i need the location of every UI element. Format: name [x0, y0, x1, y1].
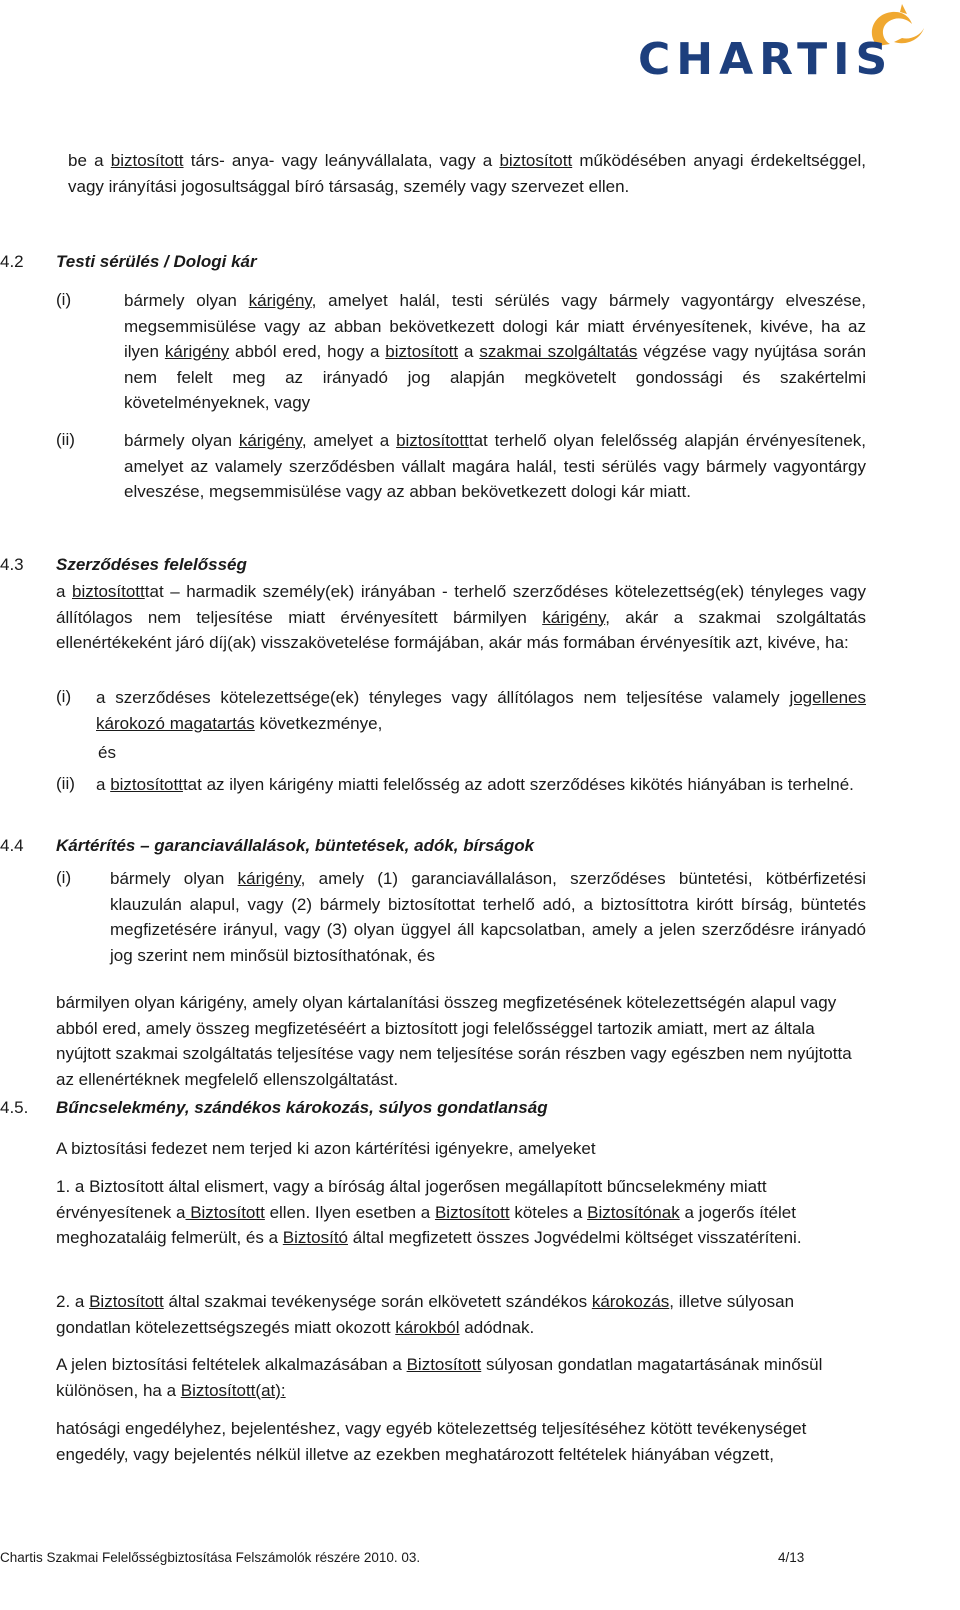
section-number: 4.4: [0, 836, 24, 855]
term-link[interactable]: Biztosítónak: [587, 1202, 680, 1222]
term-link[interactable]: kárigény: [542, 607, 606, 627]
section-4-3-body: a biztosítotttat – harmadik személy(ek) irányában - terhelő szerződéses kötelezettség(ek) tényleges vagy állítólagos nem teljesítése miatt érvényesített bármilyen kárigény, akár a szakmai szolgáltatás ellenértékeként járó díj(ak) visszakövetelése formájában, akár más formában érvényesítik azt, kivéve, ha:: [56, 582, 866, 652]
section-4-3-item-i: a szerződéses kötelezettsége(ek) tényleges vagy állítólagos nem teljesítése valamely jogellenes károkozó magatartás következménye,: [96, 688, 866, 733]
term-link[interactable]: biztosított: [385, 342, 459, 361]
term-link[interactable]: kárigény: [164, 342, 230, 361]
section-4-3-item-ii: a biztosítotttat az ilyen kárigény miatti felelősség az adott szerződéses kikötés hiányában is terhelné.: [96, 775, 854, 794]
item-label: (i): [56, 290, 72, 309]
section-title: Testi sérülés / Dologi kár: [56, 252, 257, 271]
section-4-4-item-i: bármely olyan kárigény, amely (1) garanciavállaláson, szerződéses büntetési, kötbérfizetési klauzulán alapul, vagy (2) bármely biztosítottat terhelő adó, a biztosíttotra kirótt bírság, büntetés megfizetésére irányul, vagy (3) olyan üggyel áll kapcsolatban, amely a jelen szerződésre irányadó jog szerint nem minősül biztosíthatónak, és: [110, 869, 866, 965]
term-link[interactable]: károkozás: [591, 1292, 670, 1311]
intro-paragraph: be a biztosított társ- anya- vagy leányvállalata, vagy a biztosított működésében anyagi érdekeltséggel, vagy irányítási jogosultsággal bíró társaság, személy vagy szervezet ellen.: [68, 151, 866, 196]
item-label: (ii): [56, 774, 75, 793]
section-4-2-item-i: bármely olyan kárigény, amelyet halál, testi sérülés vagy bármely vagyontárgy elveszése, megsemmisülése vagy az abban bekövetkezett dologi kár miatt érvényesítenek, kivéve, ha az ilyen kárigény abból ered, hogy a biztosított a szakmai szolgáltatás végzése vagy nyújtása során nem felelt meg az irányadó jog alapján megkövetelt gondossági és szakértelmi követelményeknek, vagy: [124, 291, 867, 412]
term-link[interactable]: Biztosított: [185, 1202, 265, 1222]
section-4-2-item-ii: bármely olyan kárigény, amelyet a biztosítotttat terhelő olyan felelősség alapján érvényesítenek, amelyet az valamely szerződésben vállalt magára halál, testi sérülés vagy bármely vagyontárgy elveszése, megsemmisülése vagy az abban bekövetkezett dologi kár miatt.: [124, 431, 867, 501]
section-4-4-paragraph: bármilyen olyan kárigény, amely olyan kártalanítási összeg megfizetésének kötelezettségén alapul vagy abból ered, amely összeg megfizetéséért a biztosított jogi felelősséggel tartozik amiatt, mert az általa nyújtott szakmai szolgáltatás teljesítése vagy nem teljesítése során részben vagy egészben nem nyújtotta az ellenértéknek megfelelő ellenszolgáltatást.: [56, 993, 852, 1089]
section-4-5-point-1: 1. a Biztosított által elismert, vagy a bíróság által jogerősen megállapított bűncselekmény miatt érvényesítenek a Biztosított ellen. Ilyen esetben a Biztosított köteles a Biztosítónak a jogerős ítélet meghozataláig felmerült, és a Biztosító által megfizetett összes Jogvédelmi költséget visszatéríteni.: [56, 1177, 802, 1247]
term-link[interactable]: Biztosított: [434, 1202, 510, 1222]
section-title: Szerződéses felelősség: [56, 555, 247, 574]
item-label: (i): [56, 687, 72, 706]
term-link[interactable]: biztosított: [110, 775, 183, 794]
term-link[interactable]: kárigény: [237, 869, 301, 888]
term-link[interactable]: Biztosító: [282, 1228, 348, 1247]
term-link[interactable]: Biztosított: [406, 1355, 482, 1374]
term-link[interactable]: biztosított: [72, 582, 145, 601]
page-number: 4/13: [778, 1550, 805, 1565]
term-link[interactable]: biztosított: [396, 431, 469, 450]
footer-title: Chartis Szakmai Felelősségbiztosítása Felszámolók részére 2010. 03.: [0, 1550, 421, 1565]
item-label: (i): [56, 868, 72, 887]
logo-wordmark: CHARTIS: [638, 34, 894, 85]
section-4-5-intro: A biztosítási fedezet nem terjed ki azon kártérítési igényekre, amelyeket: [56, 1139, 596, 1158]
term-link[interactable]: biztosított: [499, 151, 573, 170]
term-link[interactable]: szakmai szolgáltatás: [479, 342, 638, 361]
conjunction: és: [98, 743, 116, 762]
section-4-5-condition: hatósági engedélyhez, bejelentéshez, vagy egyéb kötelezettség teljesítéséhez kötött tevékenységet engedély, vagy bejelentés nélkül illetve az ezekben meghatározott feltételek hiányában végzett,: [56, 1419, 807, 1464]
term-link[interactable]: jogellenes károkozó magatartás: [96, 688, 866, 733]
item-label: (ii): [56, 430, 75, 449]
section-number: 4.5.: [0, 1098, 29, 1117]
term-link[interactable]: kárigény: [238, 431, 302, 450]
section-title: Kártérítés – garanciavállalások, büntetések, adók, bírságok: [56, 836, 535, 855]
term-link[interactable]: Biztosított: [89, 1292, 164, 1311]
section-4-5-point-2: 2. a Biztosított által szakmai tevékenysége során elkövetett szándékos károkozás, illetve súlyosan gondatlan kötelezettségszegés miatt okozott károkból adódnak.: [56, 1292, 795, 1337]
term-link[interactable]: biztosított: [110, 151, 184, 170]
chartis-logo: [638, 2, 938, 88]
term-link[interactable]: kárigény: [248, 291, 312, 310]
section-number: 4.2: [0, 252, 24, 271]
section-title: Bűncselekmény, szándékos károkozás, súlyos gondatlanság: [56, 1098, 548, 1117]
term-link[interactable]: Biztosított(at):: [180, 1380, 286, 1400]
section-number: 4.3: [0, 555, 24, 574]
section-4-5-definition: A jelen biztosítási feltételek alkalmazásában a Biztosított súlyosan gondatlan magatartásának minősül különösen, ha a Biztosított(at):: [56, 1355, 823, 1400]
term-link[interactable]: károkból: [395, 1317, 460, 1337]
